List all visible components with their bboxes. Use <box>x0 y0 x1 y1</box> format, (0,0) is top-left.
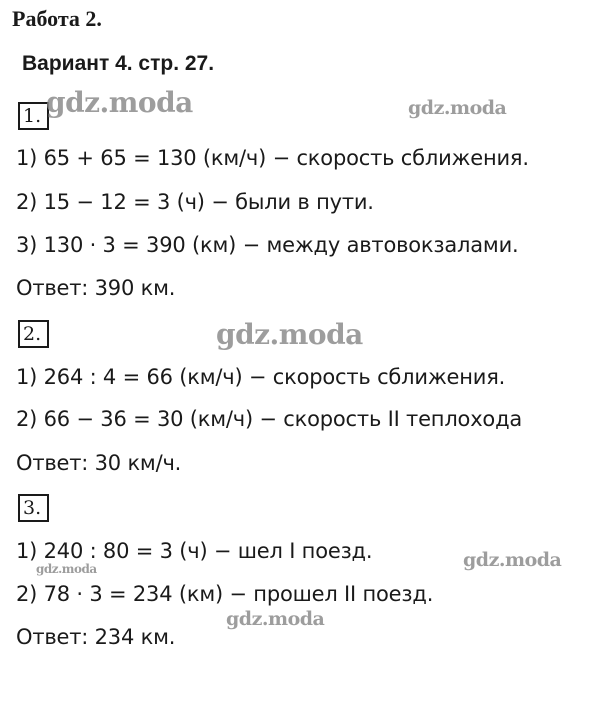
task-3-line-2: 2) 78 · 3 = 234 (км) − прошел II поезд. <box>16 582 434 606</box>
task-1-number: 1. <box>18 102 49 130</box>
task-2-number: 2. <box>18 320 49 348</box>
watermark: gdz.moda <box>216 318 363 351</box>
task-2-answer: Ответ: 30 км/ч. <box>16 451 182 475</box>
task-2-line-2: 2) 66 − 36 = 30 (км/ч) − скорость II теплохода <box>16 407 523 431</box>
task-1-line-1: 1) 65 + 65 = 130 (км/ч) − скорость сближения. <box>16 146 529 170</box>
task-2-line-1: 1) 264 : 4 = 66 (км/ч) − скорость сближения. <box>16 365 506 389</box>
watermark: gdz.moda <box>36 562 97 576</box>
variant-heading: Вариант 4. стр. 27. <box>22 52 215 75</box>
task-3-answer: Ответ: 234 км. <box>16 625 176 649</box>
watermark: gdz.moda <box>226 608 325 630</box>
task-3-number: 3. <box>18 494 49 522</box>
watermark: gdz.moda <box>46 86 193 119</box>
task-3-line-1: 1) 240 : 80 = 3 (ч) − шел I поезд. <box>16 539 373 563</box>
task-1-line-2: 2) 15 − 12 = 3 (ч) − были в пути. <box>16 190 374 214</box>
task-1-line-3: 3) 130 · 3 = 390 (км) − между автовокзалами. <box>16 233 519 257</box>
page-title: Работа 2. <box>12 6 102 31</box>
task-1-answer: Ответ: 390 км. <box>16 276 176 300</box>
watermark: gdz.moda <box>408 97 507 119</box>
watermark: gdz.moda <box>463 549 562 571</box>
